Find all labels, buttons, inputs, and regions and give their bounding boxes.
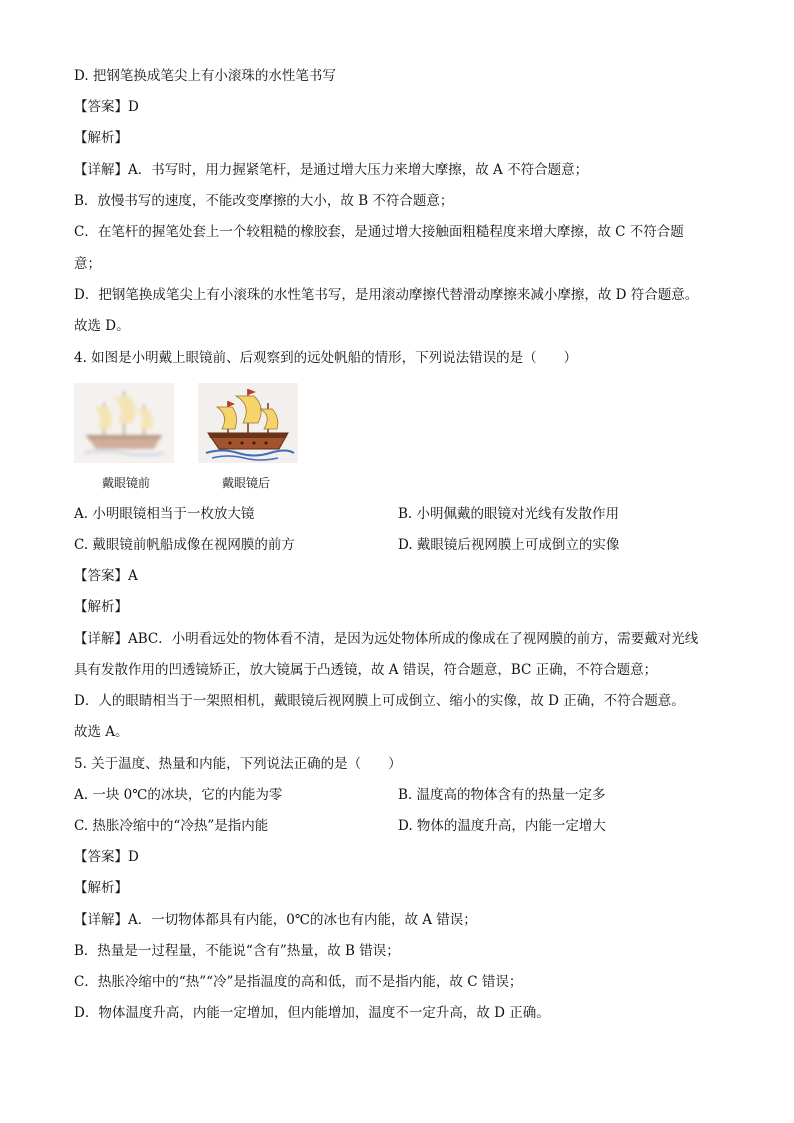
q4-answer: 【答案】A <box>74 568 138 584</box>
q5-option-b: B. 温度高的物体含有的热量一定多 <box>398 787 606 803</box>
q4-detail-d: D．人的眼睛相当于一架照相机，戴眼镜后视网膜上可成倒立、缩小的实像，故 D 正确，不符合题意。 <box>74 693 685 709</box>
q4-detail-abc: 【详解】ABC．小明看远处的物体看不清，是因为远处物体所成的像成在了视网膜的前方，需要戴对光线 <box>74 631 699 647</box>
q4-option-a: A. 小明眼镜相当于一枚放大镜 <box>74 506 255 522</box>
q3-detail-d: D．把钢笔换成笔尖上有小滚珠的水性笔书写，是用滚动摩擦代替滑动摩擦来减小摩擦，故 D 符合题意。 <box>74 287 699 303</box>
caption-before: 戴眼镜前 <box>102 476 151 490</box>
caption-after: 戴眼镜后 <box>222 476 271 490</box>
q5-detail-d: D．物体温度升高，内能一定增加，但内能增加，温度不一定升高，故 D 正确。 <box>74 1005 550 1021</box>
q5-stem: 5. 关于温度、热量和内能，下列说法正确的是（ ） <box>74 756 402 772</box>
q4-detail-abc-cont: 具有发散作用的凹透镜矫正，放大镜属于凸透镜，故 A 错误，符合题意，BC 正确，不符合题意； <box>74 662 658 678</box>
q3-detail-c-cont: 意； <box>74 256 101 272</box>
q5-option-a: A. 一块 0℃的冰块，它的内能为零 <box>74 787 283 803</box>
q4-option-b: B. 小明佩戴的眼镜对光线有发散作用 <box>398 506 620 522</box>
q4-option-c: C. 戴眼镜前帆船成像在视网膜的前方 <box>74 537 295 553</box>
q3-conclusion: 故选 D。 <box>74 318 130 334</box>
q5-answer: 【答案】D <box>74 849 139 865</box>
q3-option-d: D. 把钢笔换成笔尖上有小滚珠的水性笔书写 <box>74 68 336 84</box>
q4-analysis-heading: 【解析】 <box>74 599 128 615</box>
q5-detail-b: B．热量是一过程量，不能说“含有”热量，故 B 错误； <box>74 943 400 959</box>
q3-detail-c: C．在笔杆的握笔处套上一个较粗糙的橡胶套，是通过增大接触面粗糙程度来增大摩擦，故 C 不符合题 <box>74 224 684 240</box>
q5-option-d: D. 物体的温度升高，内能一定增大 <box>398 818 606 834</box>
q3-answer: 【答案】D <box>74 99 139 115</box>
q5-detail-c: C．热胀冷缩中的“热”“冷”是指温度的高和低，而不是指内能，故 C 错误； <box>74 974 523 990</box>
q4-option-d: D. 戴眼镜后视网膜上可成倒立的实像 <box>398 537 620 553</box>
q5-analysis-heading: 【解析】 <box>74 880 128 896</box>
ship-after-image <box>198 383 298 463</box>
q3-detail-a: 【详解】A．书写时，用力握紧笔杆，是通过增大压力来增大摩擦，故 A 不符合题意； <box>74 162 589 178</box>
q4-conclusion: 故选 A。 <box>74 724 129 740</box>
q5-detail-a: 【详解】A．一切物体都具有内能，0℃的冰也有内能，故 A 错误； <box>74 912 477 928</box>
ship-before-image <box>74 383 174 463</box>
q3-detail-b: B．放慢书写的速度，不能改变摩擦的大小，故 B 不符合题意； <box>74 193 454 209</box>
q3-analysis-heading: 【解析】 <box>74 130 128 146</box>
ship-figure <box>74 383 304 493</box>
q5-option-c: C. 热胀冷缩中的“冷热”是指内能 <box>74 818 269 834</box>
q4-stem: 4. 如图是小明戴上眼镜前、后观察到的远处帆船的情形，下列说法错误的是（ ） <box>74 350 578 366</box>
